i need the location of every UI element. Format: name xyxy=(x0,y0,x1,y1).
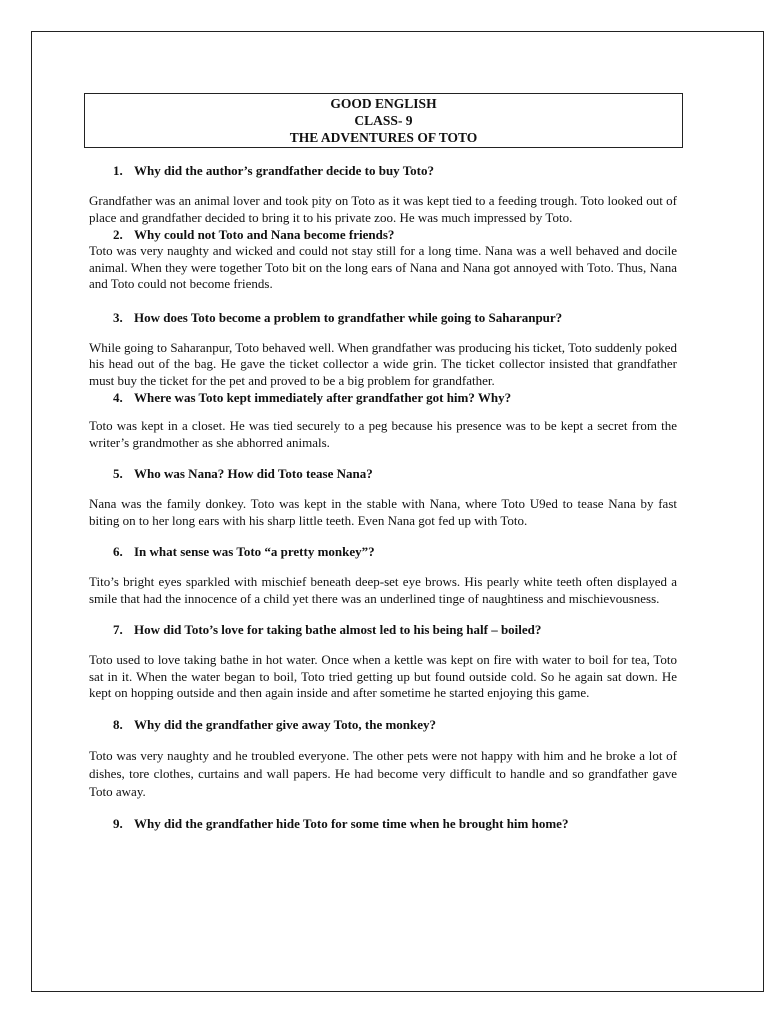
answer-6: Tito’s bright eyes sparkled with mischief beneath deep-set eye brows. His pearly white teeth often displayed a smile that had the innocence of a child yet there was an underlined tinge of naughtiness and mischievousness. xyxy=(89,574,677,606)
question-number: 7. xyxy=(113,622,123,637)
question-7 xyxy=(89,621,677,638)
question-text: How does Toto become a problem to grandfather while going to Saharanpur? xyxy=(134,309,563,325)
question-2 xyxy=(89,226,677,243)
question-text: Who was Nana? How did Toto tease Nana? xyxy=(134,466,373,481)
answer-2: Toto was very naughty and wicked and could not stay still for a long time. Nana was a well behaved and docile animal. When they were together Toto bit on the long ears of Nana and Nana got annoyed with Toto. Thus, Nana and Toto could not become friends. xyxy=(89,243,677,291)
chapter-title: THE ADVENTURES OF TOTO xyxy=(289,130,478,145)
question-text: Why did the grandfather hide Toto for some time when he brought him home? xyxy=(134,815,569,831)
question-1 xyxy=(89,162,677,179)
question-number: 8. xyxy=(113,716,123,732)
question-6 xyxy=(89,543,677,560)
question-number: 6. xyxy=(113,544,123,559)
answer-3: While going to Saharanpur, Toto behaved well. When grandfather was producing his ticket, Toto suddenly poked his head out of the bag. He gave the ticket collector a wide grin. The ticket collector insisted that grandfather must buy the ticket for the pet and proved to be a big problem for grandfather. xyxy=(89,339,677,388)
question-number: 4. xyxy=(113,390,123,405)
question-text: Why did the author’s grandfather decide to buy Toto? xyxy=(134,163,434,178)
question-text: In what sense was Toto “a pretty monkey”? xyxy=(134,544,375,559)
answer-1: Grandfather was an animal lover and took pity on Toto as it was kept tied to a feeding trough. Toto looked out of place and grandfather decided to bring it to his private zoo. He was much impressed by Toto. xyxy=(89,193,677,225)
question-text: Why did the grandfather give away Toto, the monkey? xyxy=(134,716,437,732)
class-title: CLASS- 9 xyxy=(354,113,413,128)
question-text: Where was Toto kept immediately after grandfather got him? Why? xyxy=(134,390,512,405)
question-5 xyxy=(89,465,677,482)
document-content xyxy=(89,93,677,832)
answer-5: Nana was the family donkey. Toto was kept in the stable with Nana, where Toto U9ed to tease Nana by fast biting on to her long ears with his sharp little teeth. Even Nana got fed up with Toto. xyxy=(89,496,677,528)
question-4 xyxy=(89,389,677,406)
answer-8: Toto was very naughty and he troubled everyone. The other pets were not happy with him and he broke a lot of dishes, tore clothes, curtains and wall papers. He had become very difficult to handle and so grandfather gave Toto away. xyxy=(89,747,677,799)
answer-7: Toto used to love taking bathe in hot water. Once when a kettle was kept on fire with water to boil for tea, Toto sat in it. When the water began to boil, Toto tried getting up but found outside cold. So he again sat down. He kept on hopping outside and then again inside and after sometime he started enjoying this game. xyxy=(89,652,677,700)
question-8 xyxy=(89,716,677,733)
question-text: Why could not Toto and Nana become friends? xyxy=(134,227,395,242)
subject-title: GOOD ENGLISH xyxy=(330,96,437,111)
question-number: 5. xyxy=(113,466,123,481)
question-3 xyxy=(89,309,677,326)
title-box xyxy=(84,93,683,148)
question-text: How did Toto’s love for taking bathe almost led to his being half – boiled? xyxy=(134,622,542,637)
question-number: 9. xyxy=(113,815,123,831)
answer-4: Toto was kept in a closet. He was tied securely to a peg because his presence was to be kept a secret from the writer’s grandmother as she abhorred animals. xyxy=(89,418,677,450)
question-number: 2. xyxy=(113,227,123,242)
question-9 xyxy=(89,815,677,832)
question-number: 1. xyxy=(113,163,123,178)
question-number: 3. xyxy=(113,309,123,325)
